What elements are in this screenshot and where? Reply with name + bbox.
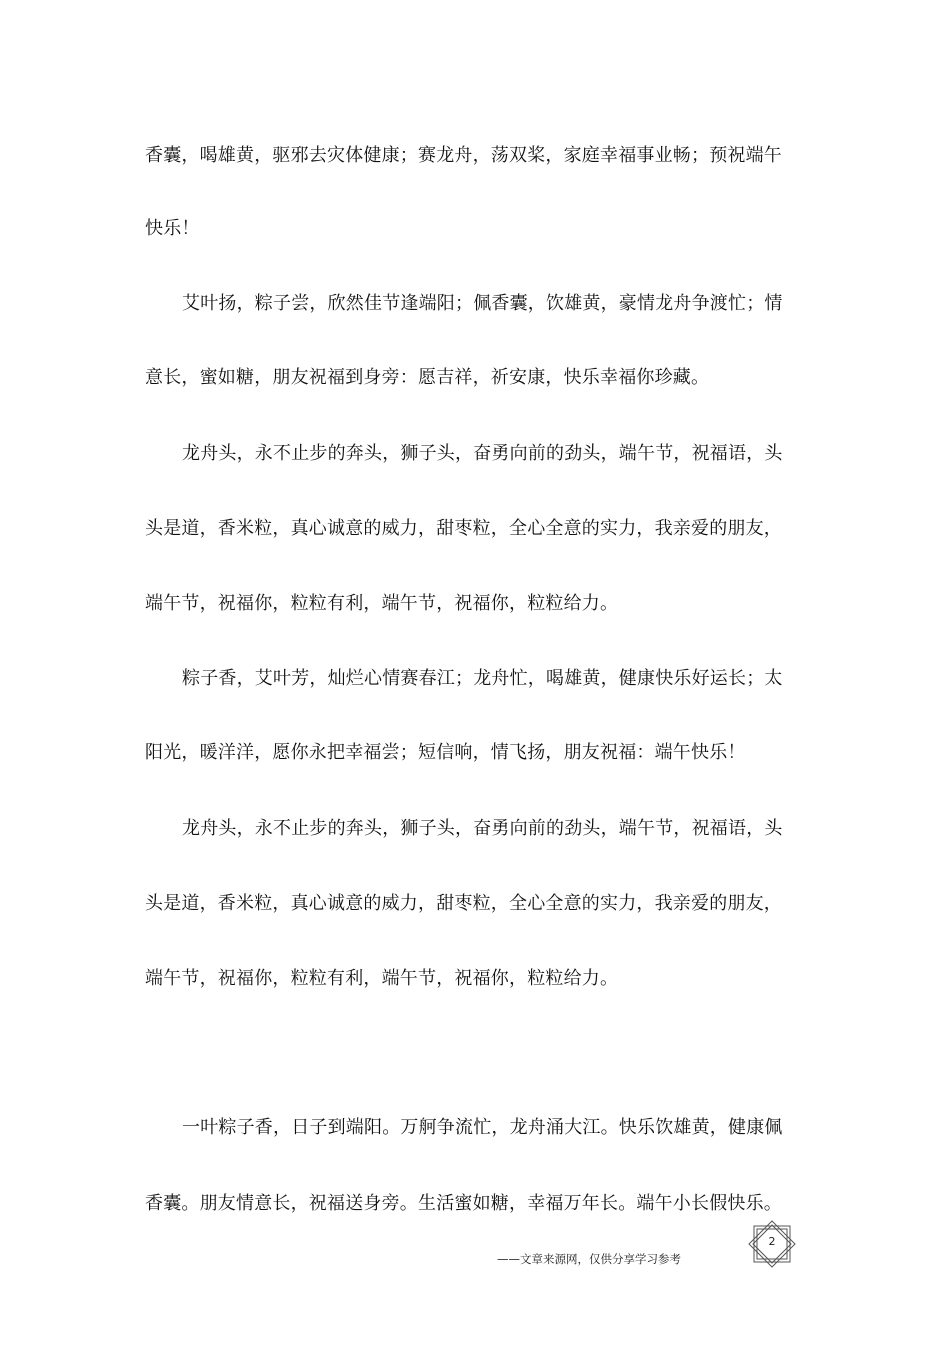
text-line: 快乐！ xyxy=(145,218,200,239)
paragraph-first-line: 龙舟头，永不止步的奔头，狮子头，奋勇向前的劲头，端午节，祝福语，头 xyxy=(182,443,783,464)
text-line: 香囊，喝雄黄，驱邪去灾体健康；赛龙舟，荡双桨，家庭幸福事业畅；预祝端午 xyxy=(145,145,782,166)
paragraph-first-line: 龙舟头，永不止步的奔头，狮子头，奋勇向前的劲头，端午节，祝福语，头 xyxy=(182,818,783,839)
text-line: 端午节，祝福你，粒粒有利，端午节，祝福你，粒粒给力。 xyxy=(145,968,619,989)
paragraph-first-line: 粽子香，艾叶芳，灿烂心情赛春江；龙舟忙，喝雄黄，健康快乐好运长；太 xyxy=(182,668,783,689)
paragraph-first-line: 艾叶扬，粽子尝，欣然佳节逢端阳；佩香囊，饮雄黄，豪情龙舟争渡忙；情 xyxy=(182,293,783,314)
paragraph-first-line: 一叶粽子香，日子到端阳。万舸争流忙，龙舟涌大江。快乐饮雄黄，健康佩 xyxy=(182,1117,783,1138)
page-number-badge xyxy=(748,1220,796,1268)
page-number: 2 xyxy=(768,1235,776,1248)
text-line: 端午节，祝福你，粒粒有利，端午节，祝福你，粒粒给力。 xyxy=(145,593,619,614)
text-line: 阳光，暖洋洋，愿你永把幸福尝；短信响，情飞扬，朋友祝福：端午快乐！ xyxy=(145,742,746,763)
text-line: 头是道，香米粒，真心诚意的威力，甜枣粒，全心全意的实力，我亲爱的朋友， xyxy=(145,518,782,539)
text-line: 香囊。朋友情意长，祝福送身旁。生活蜜如糖，幸福万年长。端午小长假快乐。 xyxy=(145,1193,782,1214)
text-line: 头是道，香米粒，真心诚意的威力，甜枣粒，全心全意的实力，我亲爱的朋友， xyxy=(145,893,782,914)
source-note: ——文章来源网，仅供分享学习参考 xyxy=(497,1252,681,1266)
text-line: 意长，蜜如糖，朋友祝福到身旁：愿吉祥，祈安康，快乐幸福你珍藏。 xyxy=(145,367,710,388)
